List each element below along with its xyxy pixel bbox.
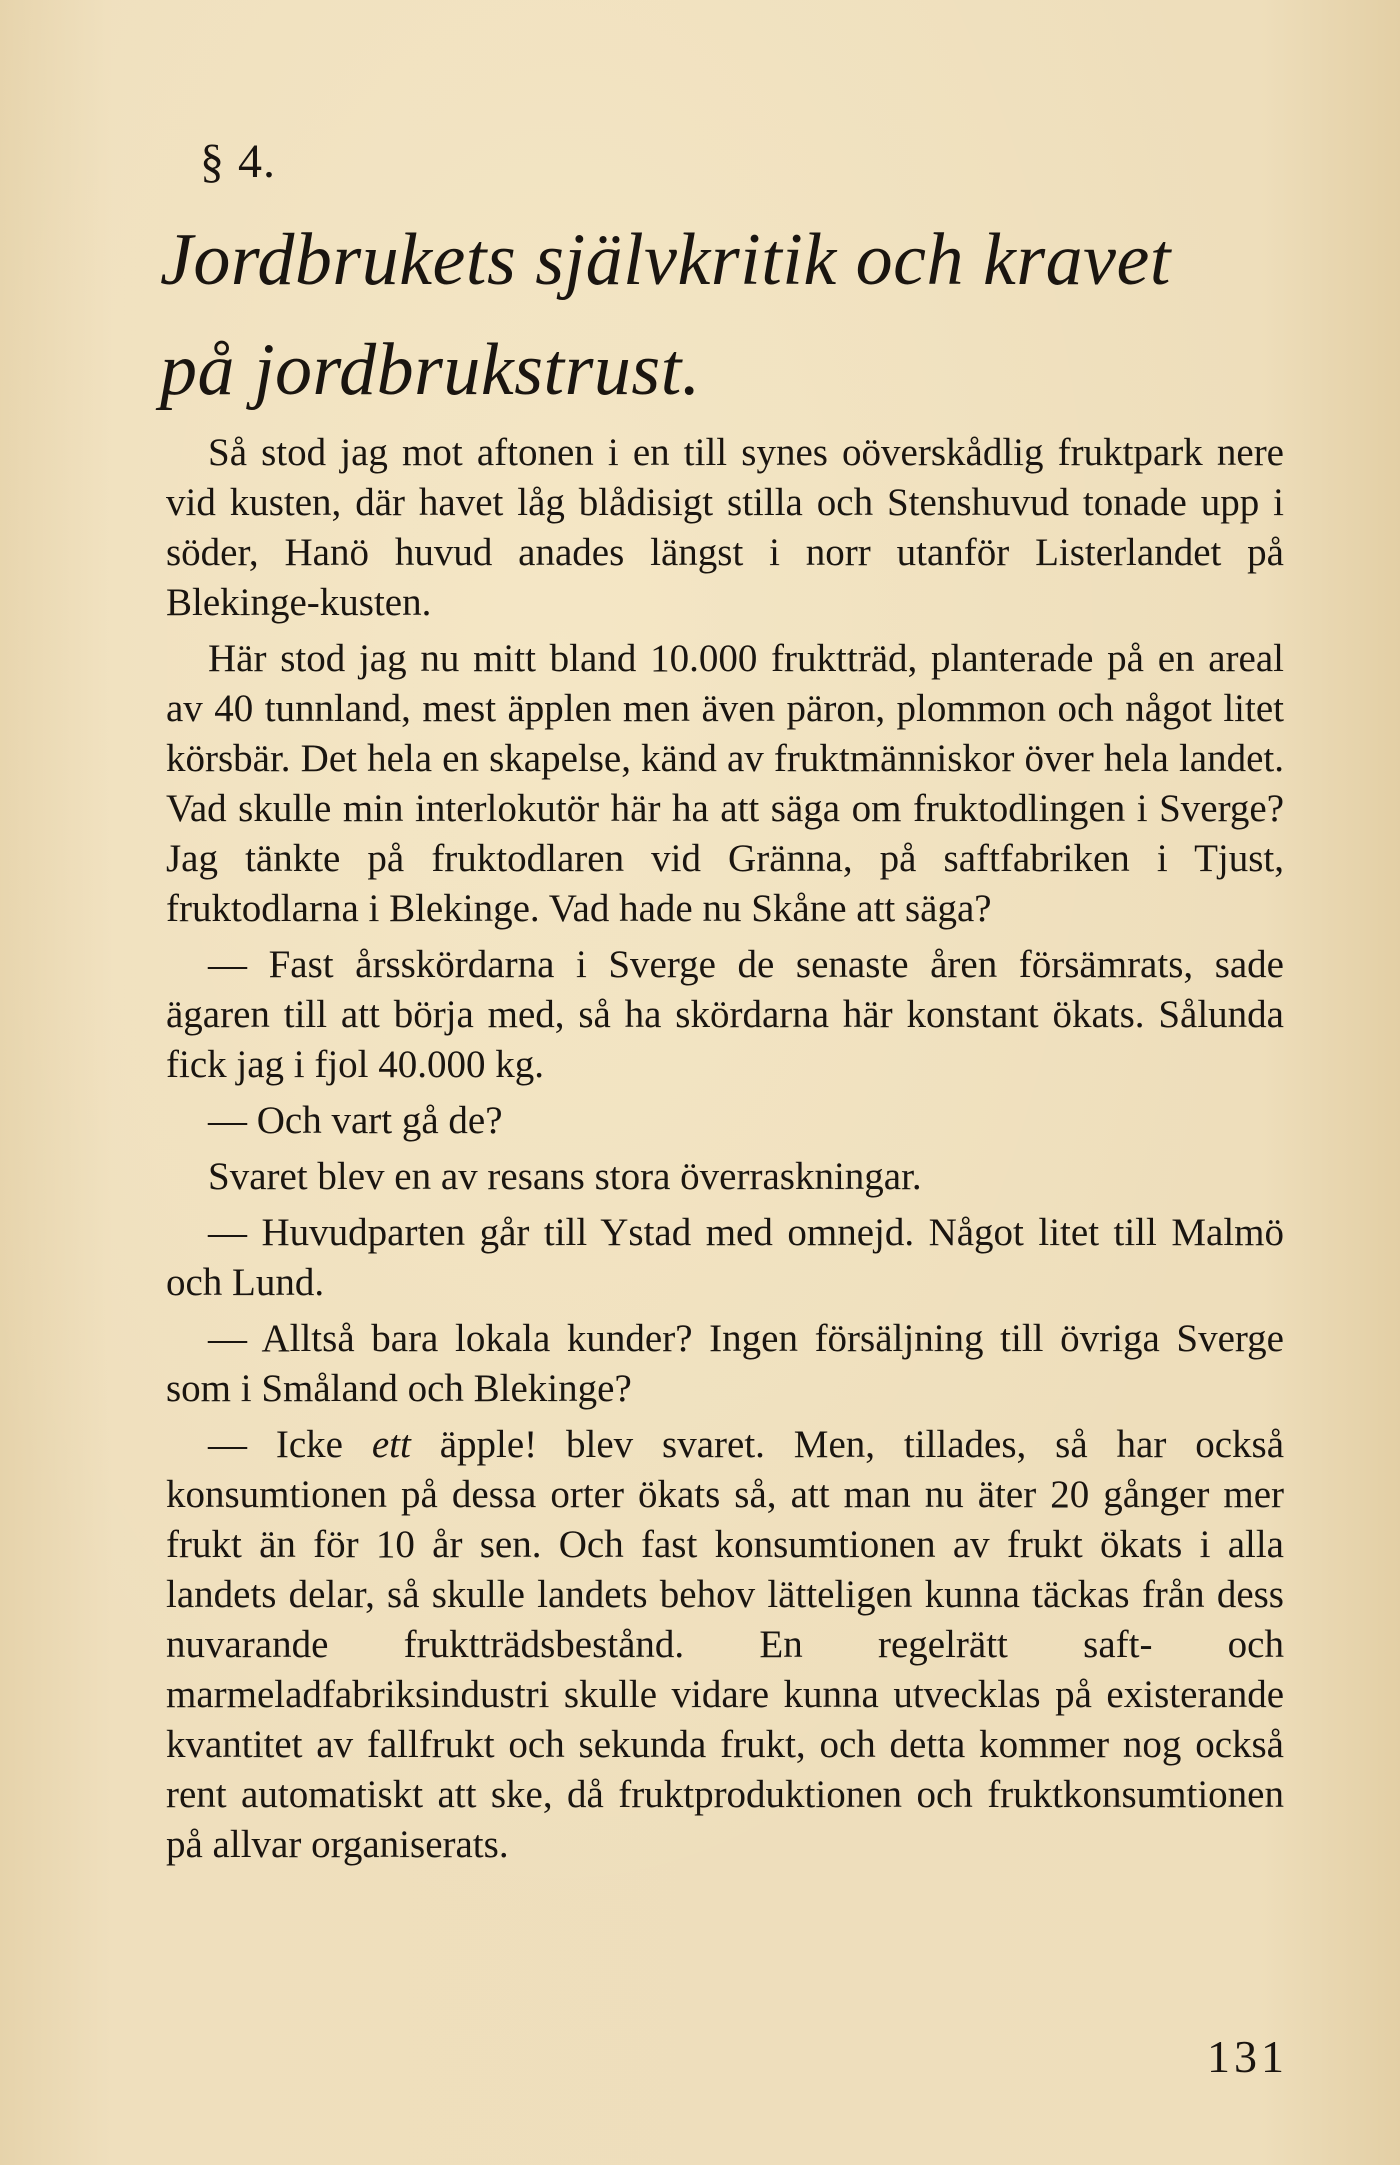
paragraph-6: — Huvudparten går till Ystad med omnejd. Något litet till Malmö och Lund. [166,1211,1284,1304]
body-text [166,428,1284,1876]
paragraph-5: Svaret blev en av resans stora överraskningar. [208,1155,922,1198]
chapter-title [160,205,1260,425]
paragraph-3: — Fast årsskördarna i Sverge de senaste åren försämrats, sade ägaren till att börja med, så ha skördarna här konstant ökats. Sålunda fick jag i fjol 40.000 kg. [166,943,1284,1086]
paragraph-8-start: — Icke [208,1423,372,1466]
paragraph-7: — Alltså bara lokala kunder? Ingen försäljning till övriga Sverge som i Småland och Blekinge? [166,1317,1284,1410]
chapter-title-line-2: på jordbrukstrust. [160,329,701,411]
emphasis-word: ett [371,1423,411,1466]
paragraph-2: Här stod jag nu mitt bland 10.000 fruktträd, planterade på en areal av 40 tunnland, mest äpplen men även päron, plommon och något litet körsbär. Det hela en skapelse, känd av fruktmänniskor över hela landet. Vad skulle min interlokutör här ha att säga om fruktodlingen i Sverge? Jag tänkte på fruktodlaren vid Gränna, på saftfabriken i Tjust, fruktodlarna i Blekinge. Vad hade nu Skåne att säga? [166,637,1284,930]
chapter-title-line-1: Jordbrukets självkritik och kravet [160,219,1171,301]
page-number: 131 [1207,2031,1288,2082]
section-number: § 4. [200,135,276,188]
paragraph-4: — Och vart gå de? [208,1099,503,1142]
paragraph-1: Så stod jag mot aftonen i en till synes oöverskådlig fruktpark nere vid kusten, där havet låg blådisigt stilla och Stenshuvud tonade upp i söder, Hanö huvud anades längst i norr utanför Listerlandet på Blekinge-kusten. [166,431,1284,624]
paragraph-8 [166,1420,1284,1870]
paragraph-8-rest: äpple! blev svaret. Men, tillades, så har också konsumtionen på dessa orter ökats så, att man nu äter 20 gånger mer frukt än för 10 år sen. Och fast konsumtionen av frukt ökats i alla landets delar, så skulle landets behov lätteligen kunna täckas från dess nuvarande fruktträdsbestånd. En regelrätt saft- och marmeladfabriksindustri skulle vidare kunna utvecklas på existerande kvantitet av fallfrukt och sekunda frukt, och detta kommer nog också rent automatiskt att ske, då fruktproduktionen och fruktkonsumtionen på allvar organiserats. [166,1423,1284,1866]
